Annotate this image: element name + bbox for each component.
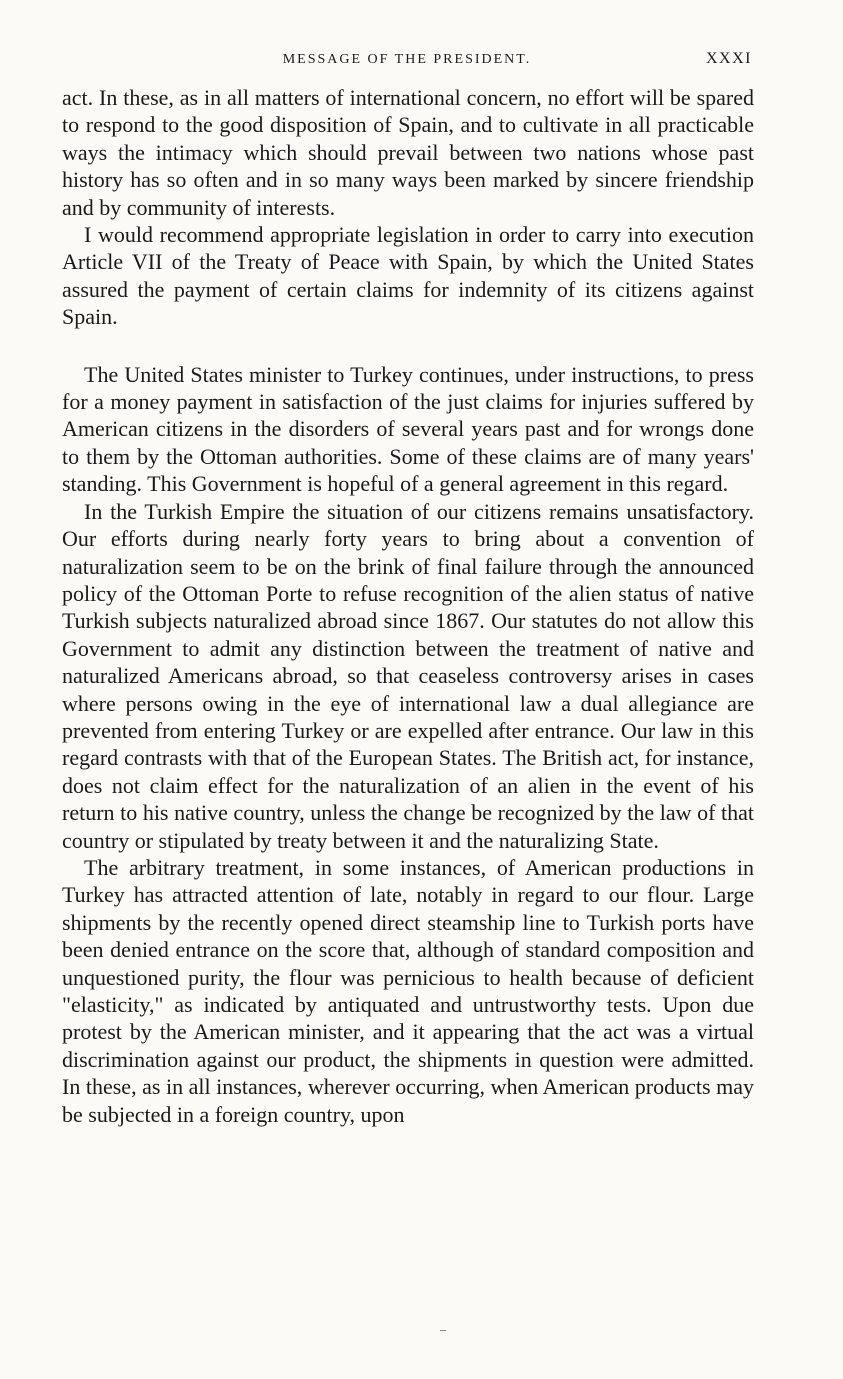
page-number: XXXI	[706, 50, 752, 67]
paragraph-turkey-claims: The United States minister to Turkey continues, under instructions, to press for a money payment in satisfaction of the just claims for injuries suffered by American citizens in the disorders of several years past and for wrongs done to them by the Ottoman authorities. Some of these claims are of many years' standing. This Government is hopeful of a general agreement in this regard.	[62, 361, 754, 497]
body-text	[62, 84, 754, 1128]
section-break	[62, 331, 754, 361]
running-head	[62, 50, 752, 72]
running-title: MESSAGE OF THE PRESIDENT.	[282, 52, 532, 67]
paragraph-turkish-naturalization: In the Turkish Empire the situation of our citizens remains unsatisfactory. Our efforts during nearly forty years to bring about a convention of naturalization seem to be on the brink of final failure through the announced policy of the Ottoman Porte to refuse recognition of the alien status of native Turkish subjects naturalized abroad since 1867. Our statutes do not allow this Government to admit any distinction between the treatment of native and naturalized Americans abroad, so that ceaseless controversy arises in cases where persons owing in the eye of international law a dual allegiance are prevented from entering Turkey or are expelled after entrance. Our law in this regard contrasts with that of the European States. The British act, for instance, does not claim effect for the naturalization of an alien in the event of his return to his native country, unless the change be recognized by the law of that country or stipulated by treaty between it and the naturalizing State.	[62, 498, 754, 853]
paragraph-flour-treatment: The arbitrary treatment, in some instances, of American productions in Turkey has attracted attention of late, notably in regard to our flour. Large shipments by the recently opened direct steamship line to Turkish ports have been denied entrance on the score that, although of standard composition and unquestioned purity, the flour was pernicious to health because of deficient "elasticity," as indicated by antiquated and untrustworthy tests. Upon due protest by the American minister, and it appearing that the act was a virtual discrimination against our product, the shipments in question were admitted. In these, as in all instances, wherever occurring, when American products may be subjected in a foreign country, upon	[62, 854, 754, 1127]
page-mark	[440, 1330, 446, 1331]
paragraph-treaty-legislation: I would recommend appropriate legislation in order to carry into execution Article VII of the Treaty of Peace with Spain, by which the United States assured the payment of certain claims for indemnity of its citizens against Spain.	[62, 222, 754, 330]
paragraph-spain-continuation: act. In these, as in all matters of international concern, no effort will be spared to respond to the good disposition of Spain, and to cultivate in all practicable ways the intimacy which should prevail between two nations whose past history has so often and in so many ways been marked by sincere friendship and by community of interests.	[62, 85, 754, 220]
